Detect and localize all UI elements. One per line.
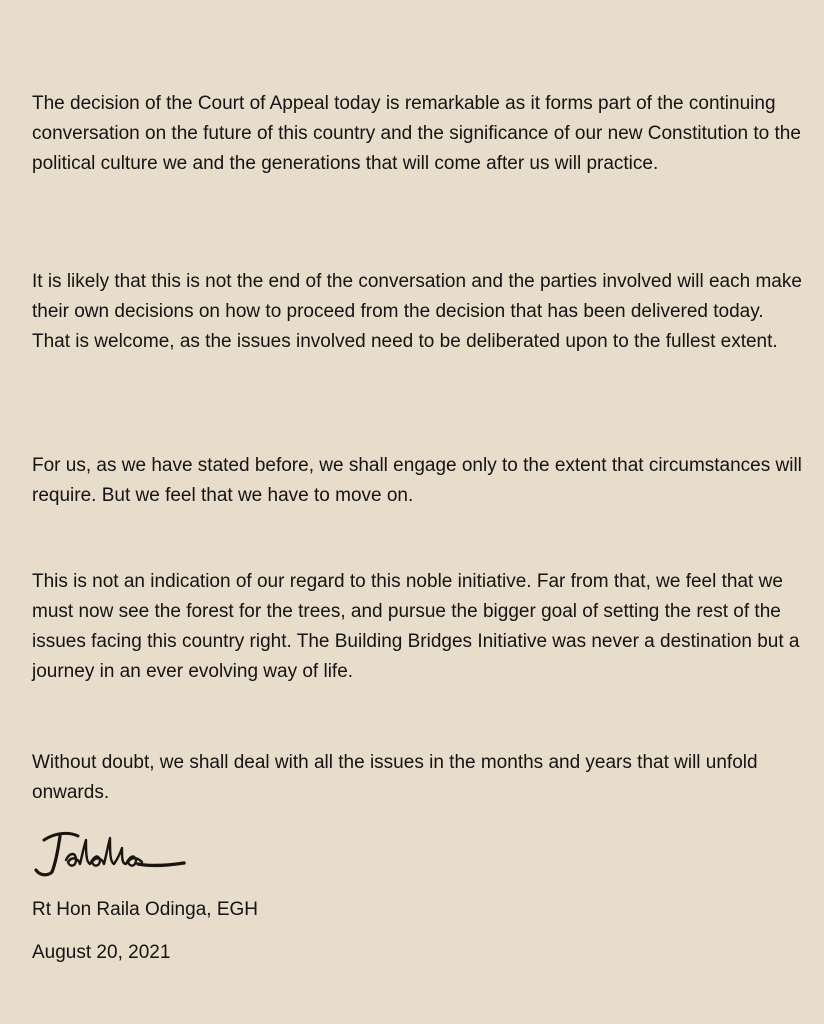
- paragraph-5: Without doubt, we shall deal with all the issues in the months and years that will unfold onwards.: [32, 752, 758, 803]
- paragraph-4: This is not an indication of our regard to this noble initiative. Far from that, we feel that we must now see the forest for the trees, and pursue the bigger goal of setting the rest of the issues facing this country right. The Building Bridges Initiative was never a destination but a journey in an ever evolving way of life.: [32, 571, 800, 682]
- paragraph-3: For us, as we have stated before, we shall engage only to the extent that circumstances will require. But we feel that we have to move on.: [32, 455, 802, 506]
- paragraph-1: The decision of the Court of Appeal today is remarkable as it forms part of the continuing conversation on the future of this country and the significance of our new Constitution to the political culture we and the generations that will come after us will practice.: [32, 93, 801, 174]
- handwritten-signature: [30, 826, 190, 884]
- paragraph-2: It is likely that this is not the end of the conversation and the parties involved will each make their own decisions on how to proceed from the decision that has been delivered today. That is welcome, as the issues involved need to be deliberated upon to the fullest extent.: [32, 271, 802, 352]
- signer-name: Rt Hon Raila Odinga, EGH: [32, 899, 258, 920]
- statement-date: August 20, 2021: [32, 942, 171, 963]
